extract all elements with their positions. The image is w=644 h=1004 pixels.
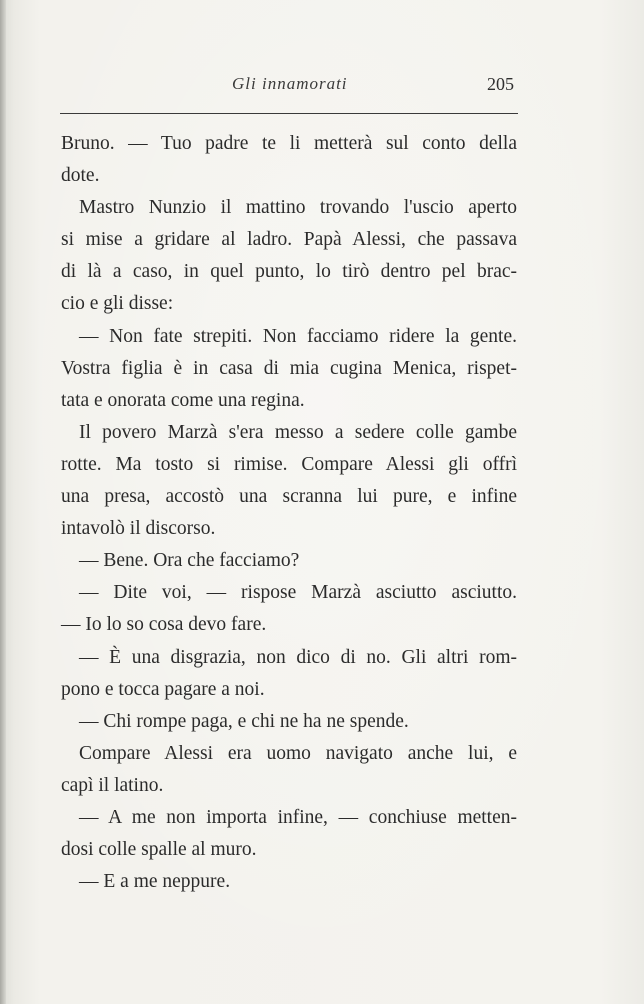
text-line: pono e tocca pagare a noi. (61, 678, 265, 700)
text-line: una presa, accostò una scranna lui pure, e infine (61, 486, 517, 508)
header-rule (60, 113, 518, 114)
text-line: — Dite voi, — rispose Marzà asciutto asciutto. (79, 582, 517, 604)
text-line: — Io lo so cosa devo fare. (61, 614, 267, 636)
text-line: di là a caso, in quel punto, lo tirò dentro pel brac- (61, 261, 517, 283)
text-line: capì il latino. (61, 774, 164, 796)
text-line: intavolò il discorso. (61, 518, 216, 540)
text-line: — Chi rompe paga, e chi ne ha ne spende. (79, 710, 409, 732)
text-line: Mastro Nunzio il mattino trovando l'uscio aperto (79, 197, 517, 219)
body-text (61, 128, 517, 898)
text-line: — A me non importa infine, — conchiuse metten- (79, 806, 517, 828)
running-head (60, 74, 518, 98)
text-line: — È una disgrazia, non dico di no. Gli altri rom- (79, 646, 517, 668)
text-line: Il povero Marzà s'era messo a sedere colle gambe (79, 421, 517, 443)
page-number: 205 (487, 74, 514, 94)
text-line: Vostra figlia è in casa di mia cugina Menica, rispet- (61, 357, 517, 379)
text-line: cio e gli disse: (61, 293, 174, 315)
text-line: Bruno. — Tuo padre te li metterà sul conto della (61, 133, 517, 154)
text-line: tata e onorata come una regina. (61, 389, 305, 411)
text-line: — E a me neppure. (79, 871, 231, 893)
text-line: Compare Alessi era uomo navigato anche lui, e (79, 742, 517, 764)
text-line: dosi colle spalle al muro. (61, 839, 257, 861)
page-spine-shadow (0, 0, 6, 1004)
running-title: Gli innamorati (232, 74, 348, 93)
text-line: — Bene. Ora che facciamo? (79, 550, 300, 572)
text-line: dote. (61, 165, 100, 187)
text-line: si mise a gridare al ladro. Papà Alessi, che passava (61, 229, 517, 251)
text-line: — Non fate strepiti. Non facciamo ridere la gente. (79, 325, 517, 347)
text-line: rotte. Ma tosto si rimise. Compare Alessi gli offrì (61, 453, 517, 475)
